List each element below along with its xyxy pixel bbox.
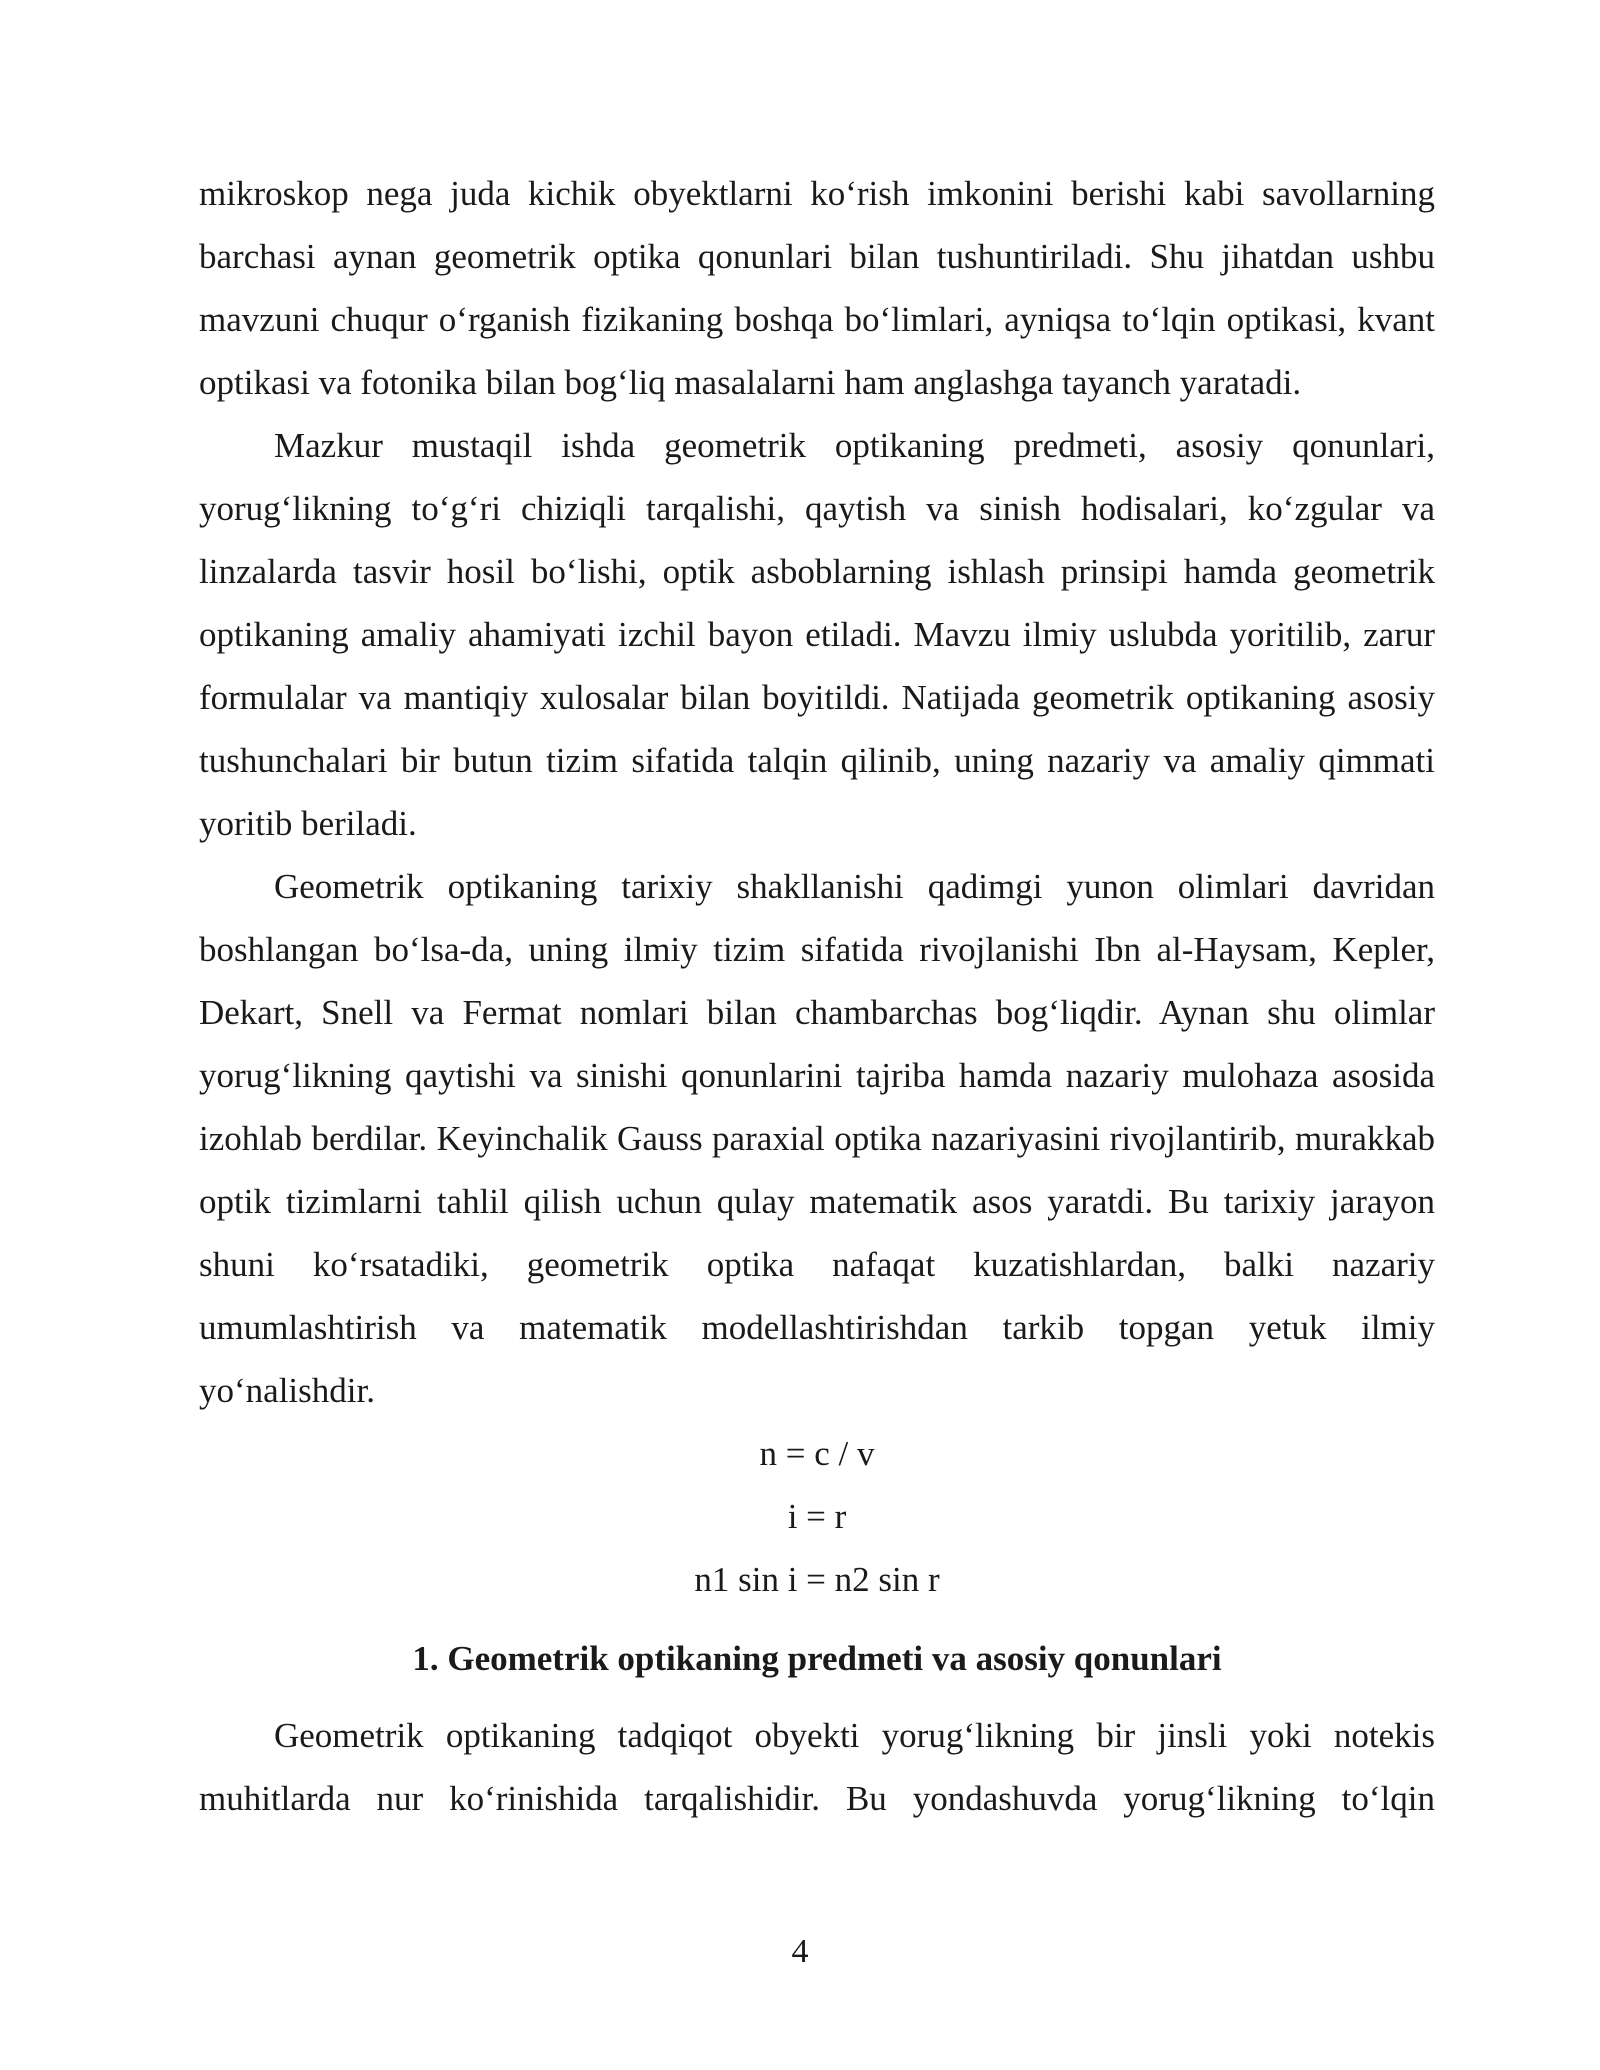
page-number: 4	[791, 1933, 809, 1970]
section-heading: 1. Geometrik optikaning predmeti va asosiy qonunlari	[412, 1639, 1222, 1678]
paragraph-continuation: mikroskop nega juda kichik obyektlarni ko‘rish imkonini berishi kabi savollarning barchasi aynan geometrik optika qonunlari bilan tushuntiriladi. Shu jihatdan ushbu mavzuni chuqur o‘rganish fizikaning boshqa bo‘limlari, ayniqsa to‘lqin optikasi, kvant optikasi va fotonika bilan bog‘liq masalalarni ham anglashga tayanch yaratadi.	[199, 174, 1435, 402]
formula-reflection-law: i = r	[787, 1497, 847, 1536]
paragraph-history: Geometrik optikaning tarixiy shakllanishi qadimgi yunon olimlari davridan boshlangan bo‘lsa-da, uning ilmiy tizim sifatida rivojlanishi Ibn al-Haysam, Kepler, Dekart, Snell va Fermat nomlari bilan chambarchas bog‘liqdir. Aynan shu olimlar yorug‘likning qaytishi va sinishi qonunlarini tajriba hamda nazariy mulohaza asosida izohlab berdilar. Keyinchalik Gauss paraxial optika nazariyasini rivojlantirib, murakkab optik tizimlarni tahlil qilish uchun qulay matematik asos yaratdi. Bu tarixiy jarayon shuni ko‘rsatadiki, geometrik optika nafaqat kuzatishlardan, balki nazariy umumlashtirish va matematik modellashtirishdan tarkib topgan yetuk ilmiy yo‘nalishdir.	[199, 867, 1435, 1410]
formula-refractive-index: n = c / v	[759, 1434, 875, 1473]
page-body	[199, 162, 1435, 1830]
paragraph-section-intro: Geometrik optikaning tadqiqot obyekti yorug‘likning bir jinsli yoki notekis muhitlarda nur ko‘rinishida tarqalishidir. Bu yondashuvda yorug‘likning to‘lqin	[199, 1716, 1435, 1818]
formula-snell-law: n1 sin i = n2 sin r	[694, 1560, 940, 1599]
paragraph-scope: Mazkur mustaqil ishda geometrik optikaning predmeti, asosiy qonunlari, yorug‘likning to‘g‘ri chiziqli tarqalishi, qaytish va sinish hodisalari, ko‘zgular va linzalarda tasvir hosil bo‘lishi, optik asboblarning ishlash prinsipi hamda geometrik optikaning amaliy ahamiyati izchil bayon etiladi. Mavzu ilmiy uslubda yoritilib, zarur formulalar va mantiqiy xulosalar bilan boyitildi. Natijada geometrik optikaning asosiy tushunchalari bir butun tizim sifatida talqin qilinib, uning nazariy va amaliy qimmati yoritib beriladi.	[199, 426, 1435, 843]
